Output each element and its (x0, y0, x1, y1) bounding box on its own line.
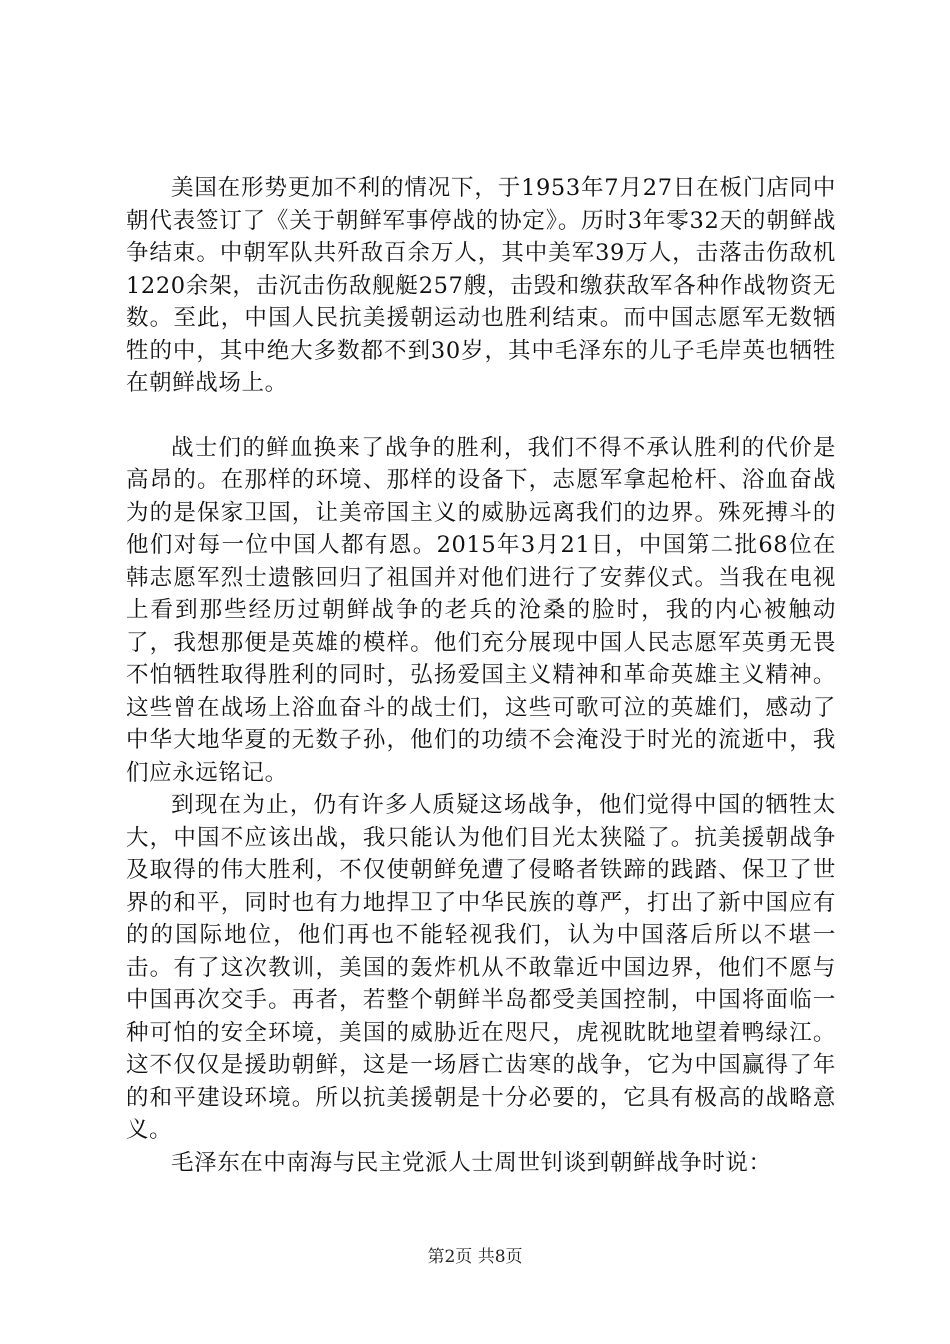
paragraph-mao-quote-intro: 毛泽东在中南海与民主党派人士周世钊谈到朝鲜战争时说： (171, 1149, 772, 1176)
paragraph-armistice: 美国在形势更加不利的情况下，于1953年7月27日在板门店同中朝代表签订了《关于朝鲜军事停战的协定》。历时3年零32天的朝鲜战争结束。中朝军队共歼敌百余万人，其中美军39万人，击落击伤敌机1220余架，击沉击伤敌舰艇257艘，击毁和缴获敌军各种作战物资无数。至此，中国人民抗美援朝运动也胜利结束。而中国志愿军无数牺牲的中，其中绝大多数都不到30岁，其中毛泽东的儿子毛岸英也牺牲在朝鲜战场上。 (126, 175, 836, 396)
document-body (126, 172, 836, 1179)
paragraph-sacrifice: 战士们的鲜血换来了战争的胜利，我们不得不承认胜利的代价是高昂的。在那样的环境、那样的设备下，志愿军拿起枪杆、浴血奋战为的是保家卫国，让美帝国主义的威胁远离我们的边界。殊死搏斗的他们对每一位中国人都有恩。2015年3月21日，中国第二批68位在韩志愿军烈士遗骸回归了祖国并对他们进行了安葬仪式。当我在电视上看到那些经历过朝鲜战争的老兵的沧桑的脸时，我的内心被触动了，我想那便是英雄的模样。他们充分展现中国人民志愿军英勇无畏不怕牺牲取得胜利的同时，弘扬爱国主义精神和革命英雄主义精神。这些曾在战场上浴血奋斗的战士们，这些可歌可泣的英雄们，感动了中华大地华夏的无数子孙，他们的功绩不会淹没于时光的流逝中，我们应永远铭记。 (126, 434, 836, 786)
paragraph-significance: 到现在为止，仍有许多人质疑这场战争，他们觉得中国的牺牲太大，中国不应该出战，我只能认为他们目光太狭隘了。抗美援朝战争及取得的伟大胜利，不仅使朝鲜免遭了侵略者铁蹄的践踏、保卫了世界的和平，同时也有力地捍卫了中华民族的尊严，打出了新中国应有的的国际地位，他们再也不能轻视我们，认为中国落后所以不堪一击。有了这次教训，美国的轰炸机从不敢靠近中国边界，他们不愿与中国再次交手。再者，若整个朝鲜半岛都受美国控制，中国将面临一种可怕的安全环境，美国的威胁近在咫尺，虎视眈眈地望着鸭绿江。这不仅仅是援助朝鲜，这是一场唇亡齿寒的战争，它为中国赢得了年的和平建设环境。所以抗美援朝是十分必要的，它具有极高的战略意义。 (126, 792, 836, 1143)
page-number-footer: 第2页 共8页 (427, 1247, 523, 1267)
